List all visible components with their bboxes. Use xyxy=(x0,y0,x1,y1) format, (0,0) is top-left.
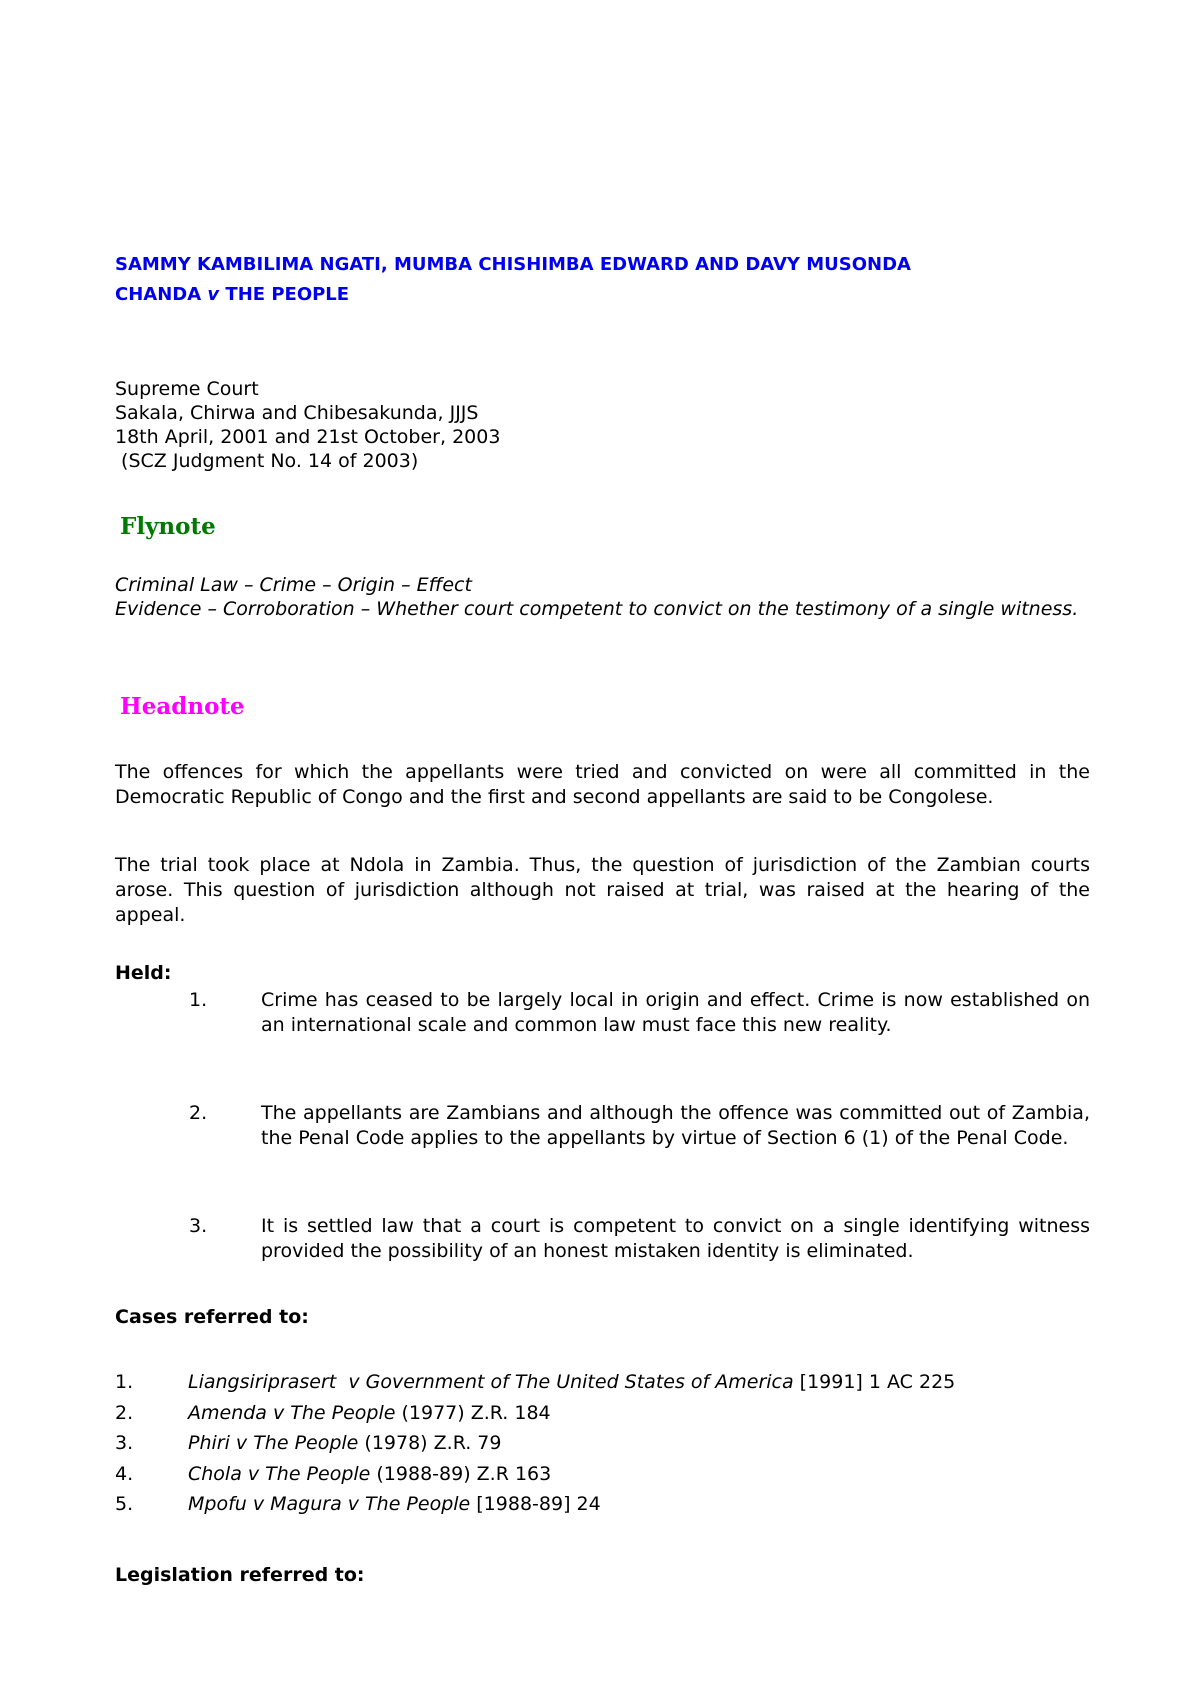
case-reference xyxy=(188,1401,551,1425)
flynote-line-1: Criminal Law – Crime – Origin – Effect xyxy=(115,574,472,596)
case-name: Phiri v The People xyxy=(188,1432,359,1454)
held-item xyxy=(115,1101,1090,1181)
hearing-dates: 18th April, 2001 and 21st October, 2003 xyxy=(115,426,501,448)
case-number: 5. xyxy=(115,1493,134,1515)
case-reference xyxy=(188,1462,551,1486)
held-item-text: The appellants are Zambians and although the offence was committed out of Zambia, the Penal Code applies to the appellants by virtue of Section 6 (1) of the Penal Code. xyxy=(261,1102,1090,1149)
case-name: Amenda v The People xyxy=(188,1402,396,1424)
case-citation: [1988-89] 24 xyxy=(470,1493,601,1515)
judgment-number: (SCZ Judgment No. 14 of 2003) xyxy=(115,450,419,472)
held-item-number: 2. xyxy=(189,1102,208,1124)
case-title-prefix: CHANDA xyxy=(115,284,208,305)
flynote-body xyxy=(115,573,1090,621)
flynote-heading: Flynote xyxy=(120,513,216,540)
case-citation: (1977) Z.R. 184 xyxy=(395,1402,551,1424)
case-reference xyxy=(188,1370,955,1394)
headnote-paragraph-2: The trial took place at Ndola in Zambia. Thus, the question of jurisdiction of the Zambian courts arose. This question of jurisdiction although not raised at trial, was raised at the hearing of the appeal. xyxy=(115,854,1090,926)
case-number: 3. xyxy=(115,1432,134,1454)
case-number: 2. xyxy=(115,1402,134,1424)
case-citation: (1978) Z.R. 79 xyxy=(358,1432,502,1454)
headnote-heading: Headnote xyxy=(120,693,245,720)
case-reference xyxy=(188,1492,601,1516)
case-title-versus: v xyxy=(207,284,220,305)
case-title-suffix: THE PEOPLE xyxy=(219,284,350,305)
case-name: Mpofu v Magura v The People xyxy=(188,1493,471,1515)
held-label: Held: xyxy=(115,962,172,984)
held-item-number: 1. xyxy=(189,989,208,1011)
headnote-paragraph-1: The offences for which the appellants were tried and convicted on were all committed in the Democratic Republic of Congo and the first and second appellants are said to be Congolese. xyxy=(115,761,1090,808)
held-item xyxy=(115,988,1090,1068)
judges: Sakala, Chirwa and Chibesakunda, JJJS xyxy=(115,402,479,424)
case-citation: [1991] 1 AC 225 xyxy=(793,1371,956,1393)
case-title xyxy=(115,250,1075,310)
case-title-line-1: SAMMY KAMBILIMA NGATI, MUMBA CHISHIMBA EDWARD AND DAVY MUSONDA xyxy=(115,254,911,275)
case-number: 4. xyxy=(115,1463,134,1485)
case-name: Chola v The People xyxy=(188,1463,371,1485)
case-name: Liangsiriprasert v Government of The United States of America xyxy=(188,1371,794,1393)
case-reference xyxy=(188,1431,501,1455)
case-title-line-2 xyxy=(115,280,1075,310)
held-item-text: It is settled law that a court is competent to convict on a single identifying witness provided the possibility of an honest mistaken identity is eliminated. xyxy=(261,1215,1090,1262)
case-number: 1. xyxy=(115,1371,134,1393)
flynote-line-2: Evidence – Corroboration – Whether court competent to convict on the testimony of a single witness. xyxy=(115,598,1079,620)
court-name: Supreme Court xyxy=(115,378,259,400)
held-item xyxy=(115,1214,1090,1269)
case-metadata xyxy=(115,377,500,473)
cases-referred-label: Cases referred to: xyxy=(115,1306,309,1328)
held-item-number: 3. xyxy=(189,1215,208,1237)
held-item-text: Crime has ceased to be largely local in origin and effect. Crime is now established on an international scale and common law must face this new reality. xyxy=(261,989,1090,1036)
legislation-referred-label: Legislation referred to: xyxy=(115,1564,365,1586)
case-citation: (1988-89) Z.R 163 xyxy=(370,1463,552,1485)
